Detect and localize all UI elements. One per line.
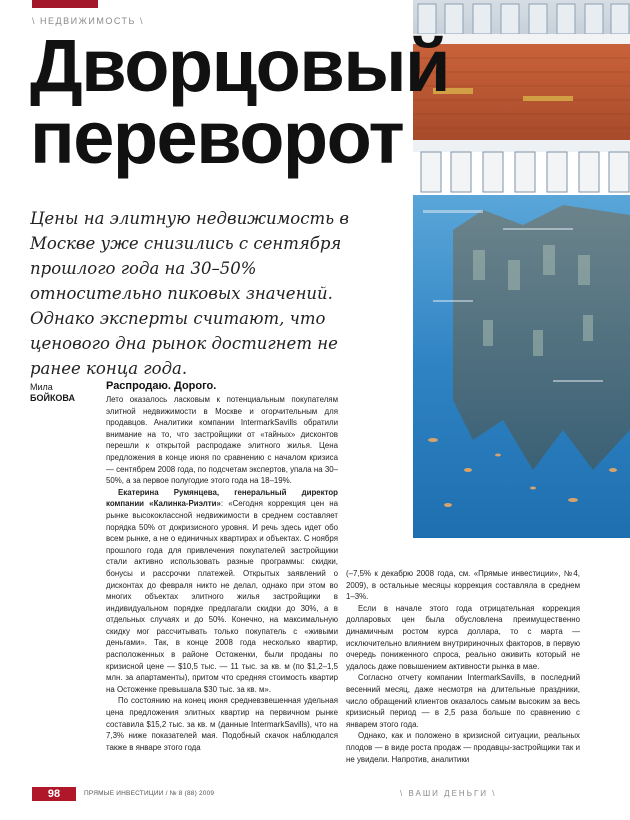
- article-subhead: Распродаю. Дорого.: [106, 380, 217, 392]
- headline-line-2: переворот: [30, 96, 404, 179]
- author-first-name: Мила: [30, 382, 53, 392]
- author-byline: [30, 382, 100, 404]
- footer-section-tag: \ ВАШИ ДЕНЬГИ \: [400, 789, 497, 798]
- author-last-name: БОЙКОВА: [30, 393, 75, 403]
- magazine-info: ПРЯМЫЕ ИНВЕСТИЦИИ / № 8 (88) 2009: [84, 790, 215, 797]
- article-paragraph: (–7,5% к декабрю 2008 года, см. «Прямые инвестиции», №4, 2009), в остальные месяцы коррекция составляла в среднем 1–3%.: [346, 569, 580, 602]
- article-column-2: [346, 568, 580, 765]
- article-paragraph: Однако, как и положено в кризисной ситуации, реальных плодов — в виде роста продаж — продавцы-застройщики так и не увидели. Напротив, аналитики: [346, 731, 580, 764]
- page-number: 98: [47, 788, 61, 800]
- article-paragraph: Если в начале этого года отрицательная коррекция долларовых цен была обусловлена преимущественно динамичным ростом курса доллара, то с марта — исключительно влиянием внутририночных факторов, в первую очередь пониженного спроса, реально оживить который не удалось даже повышением активности рынка в мае.: [346, 603, 580, 671]
- lede-paragraph: Цены на элитную недвижимость в Москве уже снизились с сентября прошлого года на 30–50% относительно пиковых значений. Однако эксперты считают, что ценового дна рынок достигнет не ранее конца года.: [30, 209, 349, 378]
- top-accent-bar: [32, 0, 98, 8]
- quote-attribution: Екатерина Румянцева, генеральный директор компании «Калинка-Риэлти»: [106, 487, 338, 509]
- article-paragraph: По состоянию на конец июня средневзвешенная удельная цена предложения элитных квартир на первичном рынке составила $15,2 тыс. за кв. м (данные IntermarkSavills), что на 7,3% ниже показателей мая. Подобный скачок наблюдался также в январе этого года: [106, 696, 338, 752]
- article-paragraph: Лето оказалось ласковым к потенциальным покупателям элитной недвижимости в Москве и огорчительным для продавцов. Аналитики компании IntermarkSavills обратили внимание на то, что застройщики от «тайных» дисконтов перешли к открытой распродаже элитного жилья. Цена предложения в конце июня по сравнению с началом кризиса — сентябрем 2008 года, по подсчетам экспертов, упала на 30–50%, а за первое полугодие этого года на 18–19%.: [106, 395, 338, 486]
- headline-line-1: Дворцовый: [30, 24, 450, 107]
- article-column-1: [106, 380, 338, 753]
- article-paragraph: [106, 487, 338, 696]
- headline: [30, 24, 450, 179]
- section-tag: \ НЕДВИЖИМОСТЬ \: [32, 16, 144, 26]
- article-paragraph: Согласно отчету компании IntermarkSavills, в последний весенний месяц, даже несмотря на длительные праздники, число обращений клиентов оказалось самым высоким за весь кризисный период — в 2,5 раза больше по сравнению с январем этого года.: [346, 673, 580, 729]
- quote-text: : «Сегодня коррекция цен на рынке высококлассной недвижимости в среднем составляет порядка 50% от докризисного уровня. И речь здесь идет обо всем рынке, а не о единичных квартирах и объектах. С ноября прошлого года для привлечения покупателей застройщики стали активно использовать разные программы: скидки, бонусы и рассрочки платежей. Открытых заявлений о дисконтах до февраля никто не делал, однако при этом во многих объектах элитного жилья застройщики в индивидуальном порядке предлагали скидки до 30%, а в отдельных случаях и до 50%. Конечно, на максимальную скидку мог рассчитывать только покупатель с «живыми деньгами». Так, в конце 2008 года несколько квартир, расположенных в районе Остоженки, были проданы по кризисной цене — $10,5 тыс. — 11 тыс. за кв. м (по $1,2–1,5 млн. за апартаменты), притом что средняя стоимость квартир на Остоженке превышала $30 тыс. за кв. м».: [106, 499, 338, 694]
